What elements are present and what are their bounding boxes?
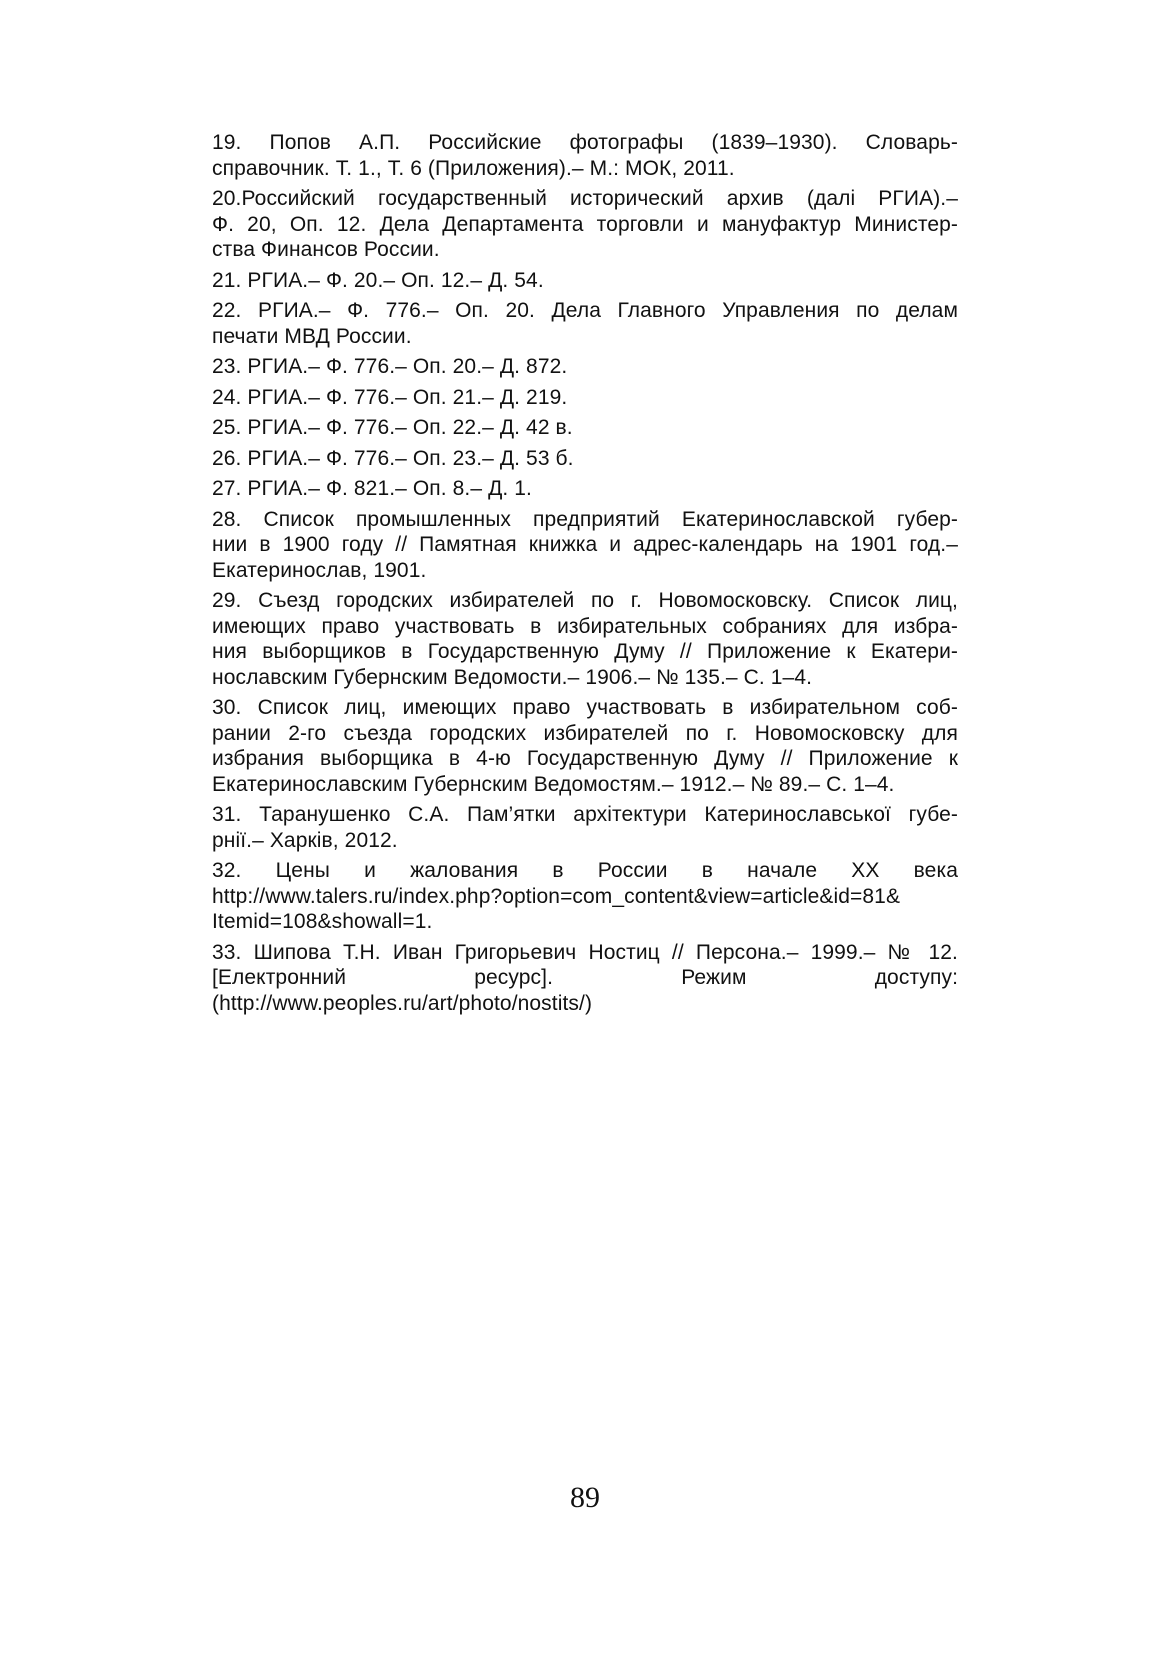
reference-line: 30. Список лиц, имеющих право участвовать в избирательном соб- xyxy=(212,696,958,719)
reference-line: http://www.talers.ru/index.php?option=com_content&view=article&id=81& xyxy=(212,884,901,908)
reference-line: нославским Губернским Ведомости.– 1906.– № 135.– С. 1–4. xyxy=(212,665,813,689)
reference-entry-26 xyxy=(212,446,958,472)
reference-entry-27 xyxy=(212,476,958,502)
reference-line: Ф. 20, Оп. 12. Дела Департамента торговли и мануфактур Министер- xyxy=(212,212,958,236)
reference-entry-33 xyxy=(212,940,958,1017)
reference-line: рнії.– Харків, 2012. xyxy=(212,828,398,852)
reference-line: 27. РГИА.– Ф. 821.– Оп. 8.– Д. 1. xyxy=(212,477,532,500)
reference-list xyxy=(212,130,958,1021)
reference-line: Екатеринославским Губернским Ведомостям.– 1912.– № 89.– С. 1–4. xyxy=(212,772,895,796)
reference-line: 19. Попов А.П. Российские фотографы (1839–1930). Словарь- xyxy=(212,131,958,154)
reference-line: 33. Шипова Т.Н. Иван Григорьевич Ностиц // Персона.– 1999.– № 12. xyxy=(212,940,958,964)
reference-line: 32. Цены и жалования в России в начале XX века xyxy=(212,859,958,882)
reference-line: ния выборщиков в Государственную Думу // Приложение к Екатери- xyxy=(212,640,958,663)
reference-line: рании 2-го съезда городских избирателей по г. Новомосковску для xyxy=(212,721,958,745)
reference-entry-24 xyxy=(212,385,958,411)
reference-line: печати МВД России. xyxy=(212,324,412,348)
reference-line: 25. РГИА.– Ф. 776.– Оп. 22.– Д. 42 в. xyxy=(212,416,573,439)
reference-line: 22. РГИА.– Ф. 776.– Оп. 20. Дела Главного Управления по делам xyxy=(212,299,958,322)
reference-entry-19 xyxy=(212,130,958,181)
reference-line: 24. РГИА.– Ф. 776.– Оп. 21.– Д. 219. xyxy=(212,385,568,409)
reference-line: 23. РГИА.– Ф. 776.– Оп. 20.– Д. 872. xyxy=(212,355,568,378)
reference-line: 21. РГИА.– Ф. 20.– Оп. 12.– Д. 54. xyxy=(212,268,544,292)
reference-line: 20.Российский государственный исторический архив (далі РГИА).– xyxy=(212,187,958,210)
reference-line: ства Финансов России. xyxy=(212,238,440,261)
reference-line: 29. Съезд городских избирателей по г. Новомосковску. Список лиц, xyxy=(212,589,958,612)
reference-entry-22 xyxy=(212,298,958,349)
reference-entry-32 xyxy=(212,858,958,935)
reference-entry-23 xyxy=(212,354,958,380)
reference-line: нии в 1900 году // Памятная книжка и адрес-календарь на 1901 год.– xyxy=(212,533,958,556)
reference-entry-30 xyxy=(212,695,958,797)
page-number: 89 xyxy=(570,1481,600,1514)
reference-line: [Електронний ресурс]. Режим доступу: xyxy=(212,966,958,989)
reference-entry-20 xyxy=(212,186,958,263)
reference-line: Itemid=108&showall=1. xyxy=(212,910,433,933)
reference-line: избрания выборщика в 4-ю Государственную Думу // Приложение к xyxy=(212,747,958,770)
reference-entry-25 xyxy=(212,415,958,441)
reference-line: (http://www.peoples.ru/art/photo/nostits/) xyxy=(212,991,593,1015)
reference-line: справочник. Т. 1., Т. 6 (Приложения).– М.: МОК, 2011. xyxy=(212,156,735,180)
reference-entry-31 xyxy=(212,802,958,853)
reference-entry-29 xyxy=(212,588,958,690)
reference-line: Екатеринослав, 1901. xyxy=(212,558,427,582)
reference-line: 28. Список промышленных предприятий Екатеринославской губер- xyxy=(212,507,958,531)
reference-line: 26. РГИА.– Ф. 776.– Оп. 23.– Д. 53 б. xyxy=(212,446,574,470)
reference-line: 31. Таранушенко С.А. Пам’ятки архітектури Катеринославської губе- xyxy=(212,803,958,826)
reference-line: имеющих право участвовать в избирательных собраниях для избра- xyxy=(212,614,958,638)
reference-entry-21 xyxy=(212,268,958,294)
reference-entry-28 xyxy=(212,507,958,584)
